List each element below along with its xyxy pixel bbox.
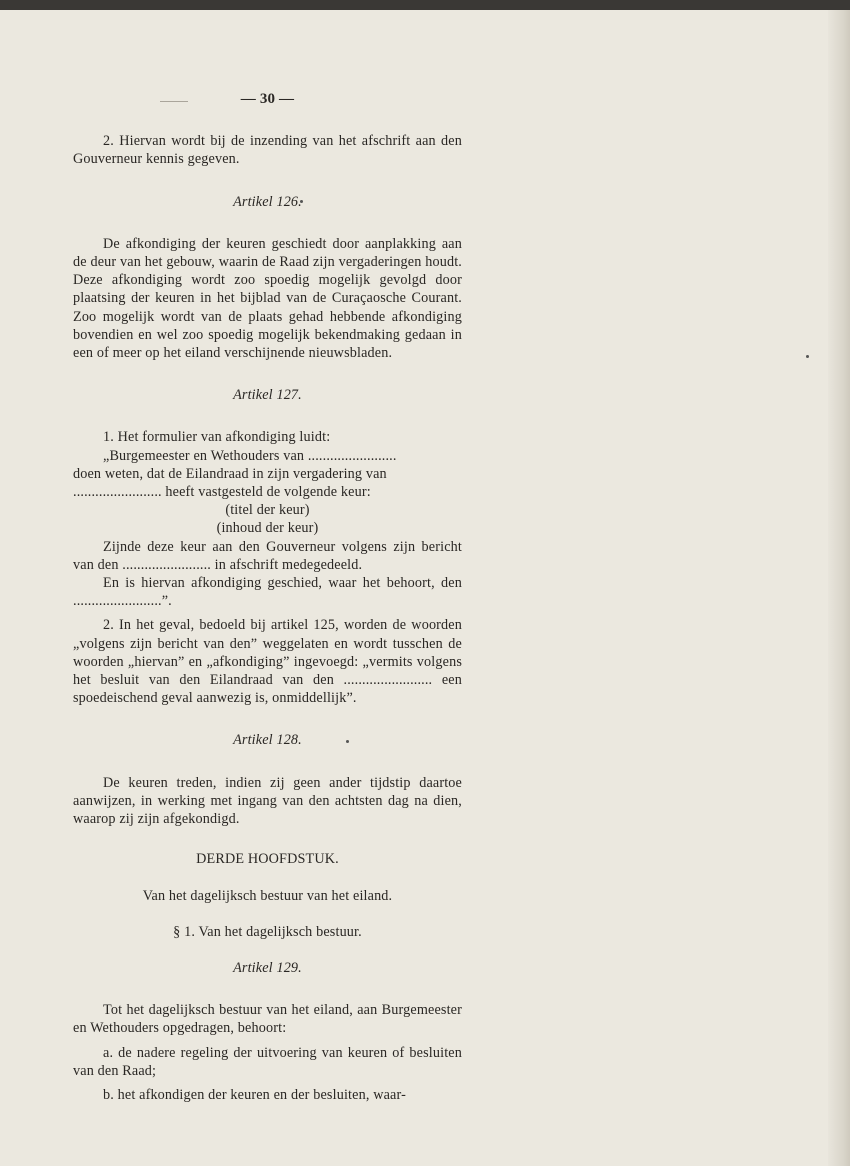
section-title: § 1. Van het dagelijksch bestuur.	[173, 923, 362, 940]
article-126-body: De afkondiging der keuren geschiedt door aanplakking aan de deur van het gebouw, waarin de Raad zijn vergaderingen houdt. Deze afkondiging wordt zoo spoedig mogelijk gevolgd door plaatsing der keuren in het bijblad van de Curaçaosche Courant. Zoo mogelijk wordt van de plaats gehad hebbende afkondiging bovendien en wel zoo spoedig mogelijk bekendmaking gedaan in een of meer op het eiland verschijnende nieuwsbladen.	[73, 235, 462, 362]
article-127-line-3: doen weten, dat de Eilandraad in zijn vergadering van	[73, 465, 387, 482]
page-number: — 30 —	[240, 91, 295, 107]
chapter-subtitle: Van het dagelijksch bestuur van het eiland.	[142, 887, 393, 904]
article-127-heading: Artikel 127.	[233, 387, 302, 404]
article-127-line-6: (inhoud der keur)	[216, 520, 319, 537]
document-page	[0, 10, 828, 1166]
article-129-item-a: a. de nadere regeling der uitvoering van keuren of besluiten van den Raad;	[73, 1044, 462, 1079]
article-127-line-4: ........................ heeft vastgesteld de volgende keur:	[73, 484, 371, 501]
article-129-intro: Tot het dagelijksch bestuur van het eiland, aan Burgemeester en Wethouders opgedragen, behoort:	[73, 1002, 462, 1037]
article-129-heading: Artikel 129.	[233, 959, 302, 976]
chapter-title: DERDE HOOFDSTUK.	[196, 851, 339, 868]
article-127-line-1: 1. Het formulier van afkondiging luidt:	[103, 429, 331, 446]
article-127-line-5: (titel der keur)	[225, 502, 310, 519]
article-128-heading: Artikel 128.	[233, 732, 302, 749]
article-127-line-7: Zijnde deze keur aan den Gouverneur volgens zijn bericht van den ........................ in afschrift medegedeeld.	[73, 538, 462, 573]
article-127-paragraph-2: 2. In het geval, bedoeld bij artikel 125, worden de woorden „volgens zijn bericht van den” weggelaten en wordt tusschen de woorden „hiervan” en „afkondiging” ingevoegd: „vermits volgens het besluit van den Eilandraad van den ........................ een spoedeischend geval aanwezig is, onmiddellijk”.	[73, 617, 462, 707]
page-text	[73, 90, 462, 1104]
article-126-heading: Artikel 126.	[233, 193, 302, 210]
scan-top-border	[0, 0, 850, 10]
speck	[806, 355, 809, 358]
article-127-line-8: En is hiervan afkondiging geschied, waar het behoort, den ........................”.	[73, 575, 462, 610]
article-128-body: De keuren treden, indien zij geen ander tijdstip daartoe aanwijzen, in werking met ingang van den achtsten dag na dien, waarop zij zijn afgekondigd.	[73, 774, 462, 828]
scan-right-edge	[828, 10, 850, 1166]
article-127-line-2: „Burgemeester en Wethouders van ........................	[103, 447, 397, 464]
article-129-item-b: b. het afkondigen der keuren en der besluiten, waar-	[103, 1086, 406, 1103]
paragraph-2-intro: 2. Hiervan wordt bij de inzending van het afschrift aan den Gouverneur kennis gegeven.	[73, 133, 462, 168]
